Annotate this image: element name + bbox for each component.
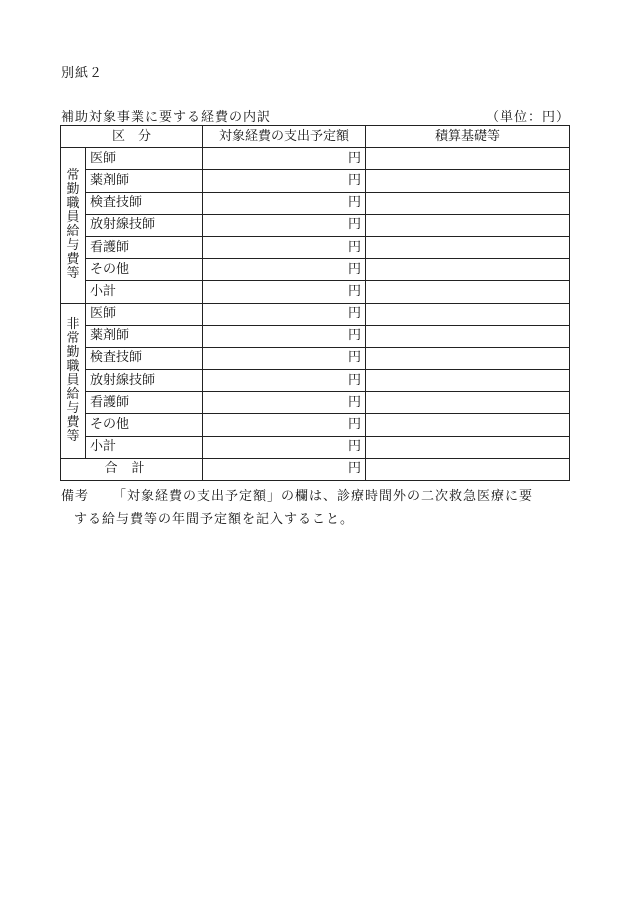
amount-cell[interactable]: 円: [203, 392, 366, 414]
table-row: [61, 414, 570, 436]
basis-cell[interactable]: [366, 436, 570, 458]
table-row: [61, 236, 570, 258]
item-name: 放射線技師: [86, 214, 203, 236]
remarks-line-2: する給与費等の年間予定額を記入すること。: [74, 512, 355, 527]
remarks-line-1: 「対象経費の支出予定額」の欄は、診療時間外の二次救急医療に要: [113, 489, 534, 504]
amount-cell[interactable]: 円: [203, 347, 366, 369]
item-name: その他: [86, 414, 203, 436]
header-basis: 積算基礎等: [366, 126, 570, 148]
basis-cell[interactable]: [366, 148, 570, 170]
amount-cell[interactable]: 円: [203, 236, 366, 258]
table-row: [61, 170, 570, 192]
basis-cell[interactable]: [366, 170, 570, 192]
amount-cell[interactable]: 円: [203, 259, 366, 281]
item-name: 放射線技師: [86, 370, 203, 392]
group-label: 非 常 勤 職 員 給 与 費 等: [61, 303, 86, 458]
table-row: [61, 436, 570, 458]
table-row: [61, 214, 570, 236]
table-row: [61, 281, 570, 303]
basis-cell[interactable]: [366, 192, 570, 214]
item-name: 看護師: [86, 392, 203, 414]
basis-cell[interactable]: [366, 214, 570, 236]
table-row: [61, 192, 570, 214]
table-row: [61, 347, 570, 369]
table-row: [61, 392, 570, 414]
basis-cell[interactable]: [366, 392, 570, 414]
header-category: 区 分: [61, 126, 203, 148]
group-label: 常 勤 職 員 給 与 費 等: [61, 148, 86, 303]
total-amount-cell[interactable]: 円: [203, 458, 366, 480]
basis-cell[interactable]: [366, 347, 570, 369]
basis-cell[interactable]: [366, 281, 570, 303]
amount-cell[interactable]: 円: [203, 192, 366, 214]
amount-cell[interactable]: 円: [203, 148, 366, 170]
item-name: 検査技師: [86, 192, 203, 214]
annex-label: 別紙２: [61, 66, 104, 81]
table-caption: 補助対象事業に要する経費の内訳: [61, 110, 272, 125]
expense-breakdown-table: [60, 125, 570, 481]
basis-cell[interactable]: [366, 236, 570, 258]
amount-cell[interactable]: 円: [203, 436, 366, 458]
item-name: 医師: [86, 303, 203, 325]
remarks-label: 備考: [61, 489, 90, 504]
remarks: [61, 485, 571, 531]
item-name: 小計: [86, 281, 203, 303]
amount-cell[interactable]: 円: [203, 414, 366, 436]
basis-cell[interactable]: [366, 259, 570, 281]
item-name: 看護師: [86, 236, 203, 258]
table-row: [61, 303, 570, 325]
header-row: [61, 126, 570, 148]
item-name: 薬剤師: [86, 170, 203, 192]
item-name: 薬剤師: [86, 325, 203, 347]
amount-cell[interactable]: 円: [203, 303, 366, 325]
item-name: 検査技師: [86, 347, 203, 369]
total-label: 合計: [61, 458, 203, 480]
table-row: [61, 370, 570, 392]
basis-cell[interactable]: [366, 414, 570, 436]
table-row: [61, 259, 570, 281]
amount-cell[interactable]: 円: [203, 214, 366, 236]
basis-cell[interactable]: [366, 303, 570, 325]
basis-cell[interactable]: [366, 325, 570, 347]
amount-cell[interactable]: 円: [203, 170, 366, 192]
amount-cell[interactable]: 円: [203, 281, 366, 303]
header-amount: 対象経費の支出予定額: [203, 126, 366, 148]
table-row: [61, 325, 570, 347]
amount-cell[interactable]: 円: [203, 370, 366, 392]
total-row: [61, 458, 570, 480]
table-row: [61, 148, 570, 170]
unit-label: （単位：円）: [485, 110, 570, 125]
amount-cell[interactable]: 円: [203, 325, 366, 347]
item-name: その他: [86, 259, 203, 281]
basis-cell[interactable]: [366, 370, 570, 392]
item-name: 小計: [86, 436, 203, 458]
total-basis-cell[interactable]: [366, 458, 570, 480]
item-name: 医師: [86, 148, 203, 170]
